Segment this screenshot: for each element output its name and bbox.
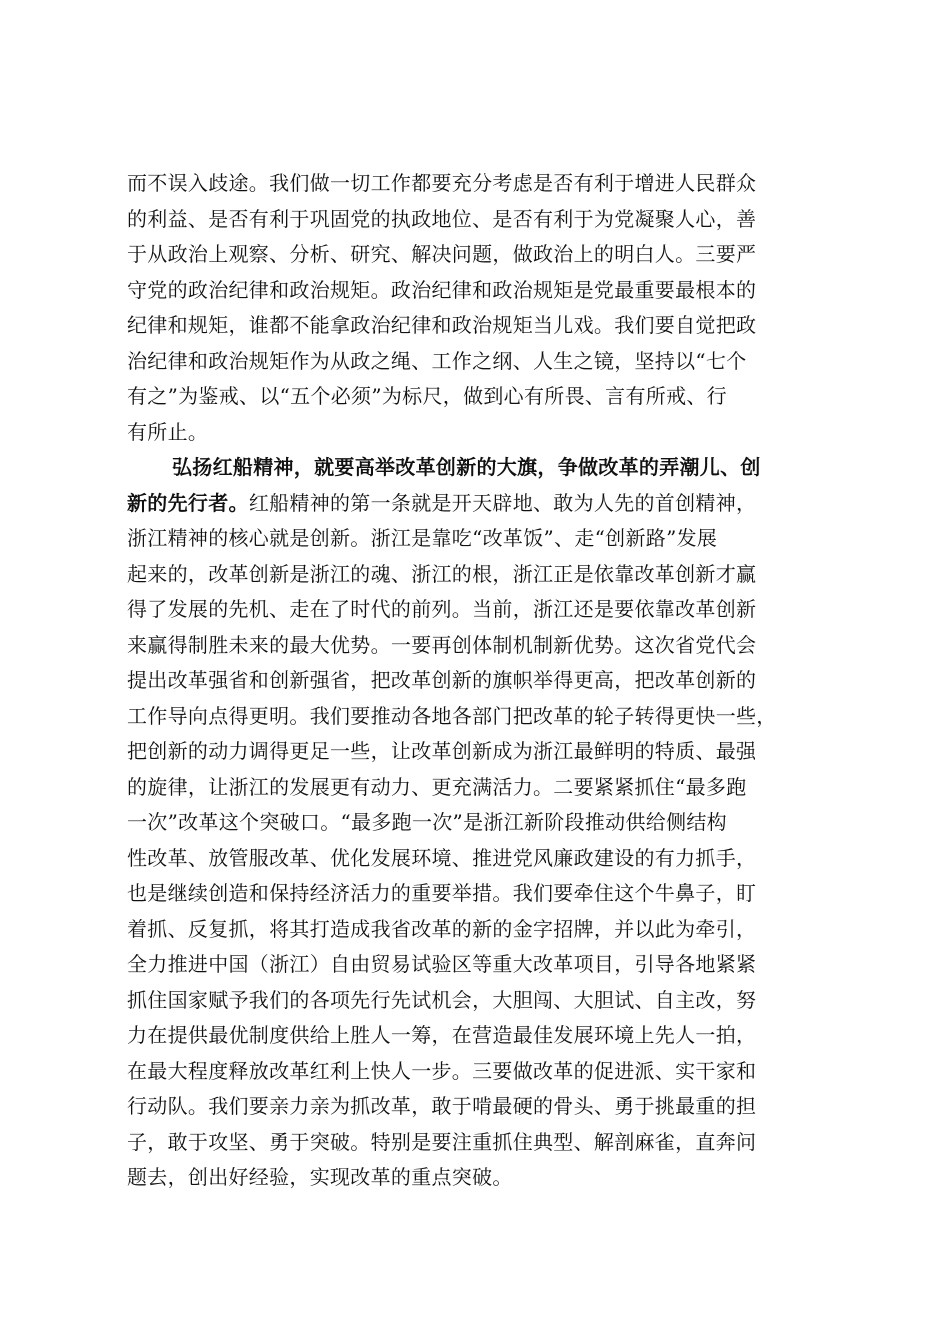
text-line: 性改革、放管服改革、优化发展环境、推进党风廉政建设的有力抓手， [127,845,757,870]
text-line: 守党的政治纪律和政治规矩。政治纪律和政治规矩是党最重要最根本的 [127,277,757,302]
text-line: 而不误入歧途。我们做一切工作都要充分考虑是否有利于增进人民群众 [127,171,757,195]
text-line: 浙江精神的核心就是创新。浙江是靠吃“改革饭”、走“创新路”发展 [127,526,718,550]
text-line: 于从政治上观察、分析、研究、解决问题，做政治上的明白人。三要严 [127,242,757,266]
text-line: 一次”改革这个突破口。“最多跑一次”是浙江新阶段推动供给侧结构 [127,810,727,834]
text-line: 子，敢于攻坚、勇于突破。特别是要注重抓住典型、解剖麻雀，直奔问 [127,1129,757,1154]
text-line: 得了发展的先机、走在了时代的前列。当前，浙江还是要依靠改革创新 [127,597,757,621]
text-line: 提出改革强省和创新强省，把改革创新的旗帜举得更高，把改革创新的 [127,668,757,692]
text-line: 有之”为鉴戒、以“五个必须”为标尺，做到心有所畏、言有所戒、行 [127,384,727,408]
paragraph-heading-line: 弘扬红船精神，就要高举改革创新的大旗，争做改革的弄潮儿、创 [172,455,761,479]
text-line: 治纪律和政治规矩作为从政之绳、工作之纲、人生之镜，坚持以“七个 [127,348,747,373]
text-line: 的旋律，让浙江的发展更有动力、更充满活力。二要紧紧抓住“最多跑 [127,774,747,799]
text-line: 抓住国家赋予我们的各项先行先试机会，大胆闯、大胆试、自主改，努 [127,987,757,1012]
text-line: 全力推进中国（浙江）自由贸易试验区等重大改革项目，引导各地紧紧 [127,952,757,976]
body-text [127,166,833,1196]
text-line: 把创新的动力调得更足一些，让改革创新成为浙江最鲜明的特质、最强 [127,739,757,763]
text-line: 纪律和规矩，谁都不能拿政治纪律和政治规矩当儿戏。我们要自觉把政 [127,313,757,337]
text-line: 起来的，改革创新是浙江的魂、浙江的根，浙江正是依靠改革创新才赢 [127,561,757,586]
text-line: 在最大程度释放改革红利上快人一步。三要做改革的促进派、实干家和 [127,1058,757,1083]
text-line-rest: 红船精神的第一条就是开天辟地、敢为人先的首创精神， [248,490,757,515]
text-line: 题去，创出好经验，实现改革的重点突破。 [127,1165,513,1189]
text-line: 的利益、是否有利于巩固党的执政地位、是否有利于为党凝聚人心，善 [127,206,757,231]
paragraph-heading-tail: 新的先行者。 [127,490,249,515]
text-line: 行动队。我们要亲力亲为抓改革，敢于啃最硬的骨头、勇于挑最重的担 [127,1094,757,1118]
text-line: 来赢得制胜未来的最大优势。一要再创体制机制新优势。这次省党代会 [127,632,757,657]
text-line: 也是继续创造和保持经济活力的重要举措。我们要牵住这个牛鼻子，盯 [127,881,757,905]
text-line [127,486,833,522]
text-line: 力在提供最优制度供给上胜人一筹，在营造最佳发展环境上先人一拍， [127,1023,757,1047]
text-line: 有所止。 [127,419,209,444]
text-line: 工作导向点得更明。我们要推动各地各部门把改革的轮子转得更快一些， [127,703,777,728]
text-line: 着抓、反复抓，将其打造成我省改革的新的金字招牌，并以此为牵引， [127,916,757,941]
